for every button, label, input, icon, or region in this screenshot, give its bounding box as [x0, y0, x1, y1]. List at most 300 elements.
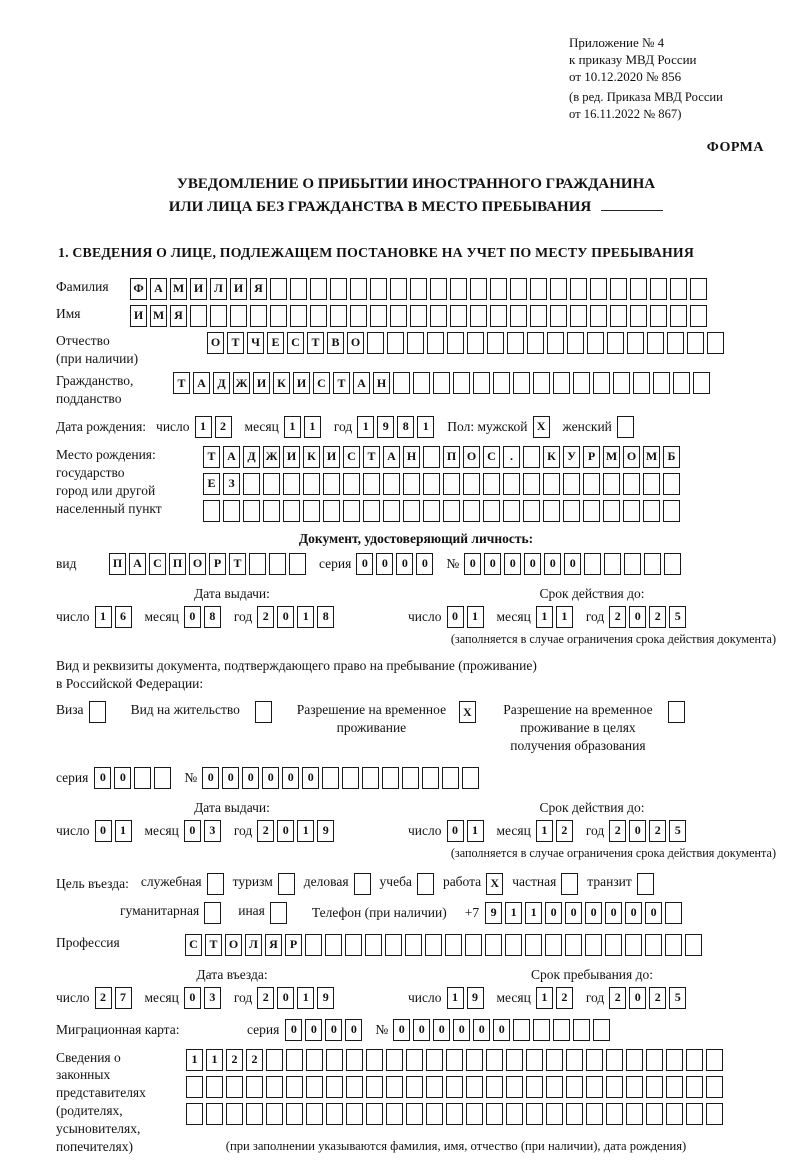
- char-cell[interactable]: 1: [284, 416, 301, 438]
- char-cell[interactable]: 8: [397, 416, 414, 438]
- char-cell[interactable]: [493, 372, 510, 394]
- char-cell[interactable]: [326, 1103, 343, 1125]
- char-cell[interactable]: [530, 278, 547, 300]
- char-cell[interactable]: [206, 1103, 223, 1125]
- char-cell[interactable]: [443, 500, 460, 522]
- char-cell[interactable]: [303, 500, 320, 522]
- char-cell[interactable]: [363, 500, 380, 522]
- char-cell[interactable]: [590, 305, 607, 327]
- char-cell[interactable]: 0: [305, 1019, 322, 1041]
- char-cell[interactable]: О: [189, 553, 206, 575]
- char-cell[interactable]: 0: [524, 553, 541, 575]
- char-cell[interactable]: Ж: [233, 372, 250, 394]
- char-cell[interactable]: Т: [227, 332, 244, 354]
- char-cell[interactable]: [623, 500, 640, 522]
- char-cell[interactable]: 0: [396, 553, 413, 575]
- char-cell[interactable]: [566, 1103, 583, 1125]
- char-cell[interactable]: [266, 1049, 283, 1071]
- char-cell[interactable]: А: [383, 446, 400, 468]
- char-cell[interactable]: 2: [649, 606, 666, 628]
- char-cell[interactable]: 0: [545, 902, 562, 924]
- char-cell[interactable]: [513, 1019, 530, 1041]
- char-cell[interactable]: [590, 278, 607, 300]
- char-cell[interactable]: [263, 500, 280, 522]
- char-cell[interactable]: Т: [229, 553, 246, 575]
- char-cell[interactable]: [425, 934, 442, 956]
- char-cell[interactable]: [433, 372, 450, 394]
- char-cell[interactable]: [386, 1103, 403, 1125]
- char-cell[interactable]: 9: [317, 820, 334, 842]
- char-cell[interactable]: [463, 500, 480, 522]
- char-cell[interactable]: [134, 767, 151, 789]
- char-cell[interactable]: [386, 1049, 403, 1071]
- char-cell[interactable]: [687, 332, 704, 354]
- char-cell[interactable]: [486, 1103, 503, 1125]
- char-cell[interactable]: [466, 1076, 483, 1098]
- char-cell[interactable]: [403, 473, 420, 495]
- char-cell[interactable]: [330, 305, 347, 327]
- char-cell[interactable]: [286, 1103, 303, 1125]
- char-cell[interactable]: Т: [307, 332, 324, 354]
- char-cell[interactable]: [366, 1076, 383, 1098]
- char-cell[interactable]: [593, 1019, 610, 1041]
- char-cell[interactable]: [607, 332, 624, 354]
- char-cell[interactable]: [354, 873, 371, 895]
- char-cell[interactable]: 2: [95, 987, 112, 1009]
- char-cell[interactable]: 0: [114, 767, 131, 789]
- char-cell[interactable]: [487, 332, 504, 354]
- char-cell[interactable]: [226, 1103, 243, 1125]
- char-cell[interactable]: 0: [629, 606, 646, 628]
- char-cell[interactable]: Б: [663, 446, 680, 468]
- char-cell[interactable]: 1: [536, 820, 553, 842]
- char-cell[interactable]: [410, 305, 427, 327]
- char-cell[interactable]: 0: [285, 1019, 302, 1041]
- char-cell[interactable]: Я: [265, 934, 282, 956]
- char-cell[interactable]: 1: [525, 902, 542, 924]
- char-cell[interactable]: [407, 332, 424, 354]
- char-cell[interactable]: [645, 934, 662, 956]
- char-cell[interactable]: [427, 332, 444, 354]
- char-cell[interactable]: 1: [195, 416, 212, 438]
- char-cell[interactable]: [426, 1076, 443, 1098]
- char-cell[interactable]: [685, 934, 702, 956]
- blank-underline[interactable]: [601, 210, 663, 211]
- char-cell[interactable]: [526, 1049, 543, 1071]
- char-cell[interactable]: [563, 500, 580, 522]
- char-cell[interactable]: 1: [536, 606, 553, 628]
- char-cell[interactable]: 2: [609, 987, 626, 1009]
- char-cell[interactable]: [553, 1019, 570, 1041]
- char-cell[interactable]: 0: [277, 987, 294, 1009]
- char-cell[interactable]: Т: [205, 934, 222, 956]
- char-cell[interactable]: [403, 500, 420, 522]
- char-cell[interactable]: [486, 1076, 503, 1098]
- char-cell[interactable]: 9: [485, 902, 502, 924]
- char-cell[interactable]: [626, 1076, 643, 1098]
- char-cell[interactable]: [350, 305, 367, 327]
- char-cell[interactable]: 1: [357, 416, 374, 438]
- char-cell[interactable]: [383, 473, 400, 495]
- char-cell[interactable]: 5: [669, 987, 686, 1009]
- char-cell[interactable]: [366, 1103, 383, 1125]
- char-cell[interactable]: Т: [173, 372, 190, 394]
- char-cell[interactable]: [526, 1076, 543, 1098]
- char-cell[interactable]: [650, 278, 667, 300]
- char-cell[interactable]: З: [223, 473, 240, 495]
- char-cell[interactable]: 9: [467, 987, 484, 1009]
- char-cell[interactable]: [670, 305, 687, 327]
- char-cell[interactable]: 1: [467, 606, 484, 628]
- char-cell[interactable]: 1: [115, 820, 132, 842]
- char-cell[interactable]: 2: [215, 416, 232, 438]
- char-cell[interactable]: 0: [416, 553, 433, 575]
- char-cell[interactable]: У: [563, 446, 580, 468]
- char-cell[interactable]: [342, 767, 359, 789]
- char-cell[interactable]: [523, 473, 540, 495]
- char-cell[interactable]: [570, 305, 587, 327]
- char-cell[interactable]: [565, 934, 582, 956]
- char-cell[interactable]: [506, 1103, 523, 1125]
- char-cell[interactable]: [370, 278, 387, 300]
- char-cell[interactable]: [663, 473, 680, 495]
- char-cell[interactable]: 1: [304, 416, 321, 438]
- char-cell[interactable]: [186, 1076, 203, 1098]
- char-cell[interactable]: [686, 1049, 703, 1071]
- char-cell[interactable]: [326, 1049, 343, 1071]
- char-cell[interactable]: [665, 902, 682, 924]
- char-cell[interactable]: [385, 934, 402, 956]
- char-cell[interactable]: 0: [484, 553, 501, 575]
- char-cell[interactable]: [246, 1103, 263, 1125]
- char-cell[interactable]: И: [283, 446, 300, 468]
- char-cell[interactable]: Е: [267, 332, 284, 354]
- char-cell[interactable]: Л: [245, 934, 262, 956]
- char-cell[interactable]: [510, 305, 527, 327]
- char-cell[interactable]: [570, 278, 587, 300]
- char-cell[interactable]: М: [170, 278, 187, 300]
- char-cell[interactable]: [653, 372, 670, 394]
- char-cell[interactable]: [686, 1103, 703, 1125]
- char-cell[interactable]: [533, 372, 550, 394]
- char-cell[interactable]: С: [343, 446, 360, 468]
- char-cell[interactable]: И: [130, 305, 147, 327]
- char-cell[interactable]: [406, 1076, 423, 1098]
- char-cell[interactable]: 1: [95, 606, 112, 628]
- char-cell[interactable]: 0: [565, 902, 582, 924]
- char-cell[interactable]: [610, 305, 627, 327]
- char-cell[interactable]: [390, 305, 407, 327]
- char-cell[interactable]: 0: [413, 1019, 430, 1041]
- char-cell[interactable]: Р: [209, 553, 226, 575]
- char-cell[interactable]: 0: [282, 767, 299, 789]
- char-cell[interactable]: [270, 305, 287, 327]
- char-cell[interactable]: [365, 934, 382, 956]
- char-cell[interactable]: [322, 767, 339, 789]
- char-cell[interactable]: [630, 305, 647, 327]
- char-cell[interactable]: [470, 305, 487, 327]
- char-cell[interactable]: 2: [226, 1049, 243, 1071]
- char-cell[interactable]: .: [503, 446, 520, 468]
- char-cell[interactable]: И: [323, 446, 340, 468]
- char-cell[interactable]: [664, 553, 681, 575]
- char-cell[interactable]: [545, 934, 562, 956]
- char-cell[interactable]: [447, 332, 464, 354]
- char-cell[interactable]: 1: [186, 1049, 203, 1071]
- char-cell[interactable]: 0: [184, 820, 201, 842]
- char-cell[interactable]: 0: [393, 1019, 410, 1041]
- char-cell[interactable]: [466, 1103, 483, 1125]
- char-cell[interactable]: [606, 1076, 623, 1098]
- char-cell[interactable]: 1: [297, 606, 314, 628]
- char-cell[interactable]: [706, 1076, 723, 1098]
- char-cell[interactable]: Е: [203, 473, 220, 495]
- char-cell[interactable]: [667, 332, 684, 354]
- char-cell[interactable]: [430, 305, 447, 327]
- char-cell[interactable]: Р: [583, 446, 600, 468]
- char-cell[interactable]: В: [327, 332, 344, 354]
- char-cell[interactable]: [465, 934, 482, 956]
- char-cell[interactable]: [422, 767, 439, 789]
- char-cell[interactable]: [423, 473, 440, 495]
- char-cell[interactable]: [387, 332, 404, 354]
- char-cell[interactable]: Д: [243, 446, 260, 468]
- char-cell[interactable]: 2: [257, 820, 274, 842]
- char-cell[interactable]: [466, 1049, 483, 1071]
- char-cell[interactable]: [543, 473, 560, 495]
- char-cell[interactable]: [561, 873, 578, 895]
- char-cell[interactable]: [566, 1076, 583, 1098]
- char-cell[interactable]: Р: [285, 934, 302, 956]
- char-cell[interactable]: [443, 473, 460, 495]
- char-cell[interactable]: [637, 873, 654, 895]
- char-cell[interactable]: [203, 500, 220, 522]
- char-cell[interactable]: [366, 1049, 383, 1071]
- char-cell[interactable]: [490, 305, 507, 327]
- char-cell[interactable]: [547, 332, 564, 354]
- char-cell[interactable]: 2: [246, 1049, 263, 1071]
- char-cell[interactable]: [563, 473, 580, 495]
- char-cell[interactable]: Ж: [263, 446, 280, 468]
- char-cell[interactable]: [583, 473, 600, 495]
- char-cell[interactable]: 0: [222, 767, 239, 789]
- char-cell[interactable]: О: [347, 332, 364, 354]
- char-cell[interactable]: [367, 332, 384, 354]
- char-cell[interactable]: [647, 332, 664, 354]
- char-cell[interactable]: [343, 500, 360, 522]
- char-cell[interactable]: 1: [206, 1049, 223, 1071]
- char-cell[interactable]: [586, 1049, 603, 1071]
- char-cell[interactable]: 0: [184, 987, 201, 1009]
- char-cell[interactable]: 0: [356, 553, 373, 575]
- char-cell[interactable]: Н: [373, 372, 390, 394]
- char-cell[interactable]: [706, 1103, 723, 1125]
- char-cell[interactable]: [546, 1076, 563, 1098]
- char-cell[interactable]: А: [223, 446, 240, 468]
- char-cell[interactable]: С: [483, 446, 500, 468]
- char-cell[interactable]: [633, 372, 650, 394]
- char-cell[interactable]: О: [225, 934, 242, 956]
- char-cell[interactable]: [230, 305, 247, 327]
- char-cell[interactable]: Т: [363, 446, 380, 468]
- char-cell[interactable]: [606, 1049, 623, 1071]
- char-cell[interactable]: [470, 278, 487, 300]
- char-cell[interactable]: 0: [625, 902, 642, 924]
- char-cell[interactable]: [507, 332, 524, 354]
- char-cell[interactable]: [525, 934, 542, 956]
- char-cell[interactable]: 0: [564, 553, 581, 575]
- char-cell[interactable]: [585, 934, 602, 956]
- char-cell[interactable]: 2: [649, 987, 666, 1009]
- char-cell[interactable]: 8: [317, 606, 334, 628]
- char-cell[interactable]: [467, 332, 484, 354]
- char-cell[interactable]: Д: [213, 372, 230, 394]
- char-cell[interactable]: 0: [605, 902, 622, 924]
- char-cell[interactable]: Т: [333, 372, 350, 394]
- char-cell[interactable]: [204, 902, 221, 924]
- char-cell[interactable]: [483, 473, 500, 495]
- char-cell[interactable]: [550, 278, 567, 300]
- char-cell[interactable]: [383, 500, 400, 522]
- char-cell[interactable]: [154, 767, 171, 789]
- char-cell[interactable]: [266, 1103, 283, 1125]
- char-cell[interactable]: [665, 934, 682, 956]
- char-cell[interactable]: [526, 1103, 543, 1125]
- char-cell[interactable]: А: [150, 278, 167, 300]
- char-cell[interactable]: [583, 500, 600, 522]
- char-cell[interactable]: X: [459, 701, 476, 723]
- char-cell[interactable]: [89, 701, 106, 723]
- char-cell[interactable]: [626, 1103, 643, 1125]
- char-cell[interactable]: [573, 1019, 590, 1041]
- char-cell[interactable]: [405, 934, 422, 956]
- char-cell[interactable]: 8: [204, 606, 221, 628]
- char-cell[interactable]: [226, 1076, 243, 1098]
- char-cell[interactable]: [426, 1049, 443, 1071]
- char-cell[interactable]: [603, 500, 620, 522]
- char-cell[interactable]: [690, 305, 707, 327]
- char-cell[interactable]: [278, 873, 295, 895]
- char-cell[interactable]: [663, 500, 680, 522]
- char-cell[interactable]: [345, 934, 362, 956]
- char-cell[interactable]: 0: [504, 553, 521, 575]
- char-cell[interactable]: [673, 372, 690, 394]
- char-cell[interactable]: 2: [649, 820, 666, 842]
- char-cell[interactable]: [250, 305, 267, 327]
- char-cell[interactable]: К: [273, 372, 290, 394]
- char-cell[interactable]: [666, 1103, 683, 1125]
- char-cell[interactable]: 0: [585, 902, 602, 924]
- char-cell[interactable]: [644, 553, 661, 575]
- char-cell[interactable]: [306, 1076, 323, 1098]
- char-cell[interactable]: [266, 1076, 283, 1098]
- char-cell[interactable]: [330, 278, 347, 300]
- char-cell[interactable]: [593, 372, 610, 394]
- char-cell[interactable]: [190, 305, 207, 327]
- char-cell[interactable]: [243, 473, 260, 495]
- char-cell[interactable]: [382, 767, 399, 789]
- char-cell[interactable]: [604, 553, 621, 575]
- char-cell[interactable]: [350, 278, 367, 300]
- char-cell[interactable]: [486, 1049, 503, 1071]
- char-cell[interactable]: М: [603, 446, 620, 468]
- char-cell[interactable]: X: [533, 416, 550, 438]
- char-cell[interactable]: [343, 473, 360, 495]
- char-cell[interactable]: [546, 1049, 563, 1071]
- char-cell[interactable]: А: [193, 372, 210, 394]
- char-cell[interactable]: [646, 1103, 663, 1125]
- char-cell[interactable]: [603, 473, 620, 495]
- char-cell[interactable]: 1: [536, 987, 553, 1009]
- char-cell[interactable]: 2: [556, 987, 573, 1009]
- char-cell[interactable]: 1: [467, 820, 484, 842]
- char-cell[interactable]: [643, 473, 660, 495]
- char-cell[interactable]: [289, 553, 306, 575]
- char-cell[interactable]: [543, 500, 560, 522]
- char-cell[interactable]: 0: [447, 820, 464, 842]
- char-cell[interactable]: [513, 372, 530, 394]
- char-cell[interactable]: [249, 553, 266, 575]
- char-cell[interactable]: 1: [556, 606, 573, 628]
- char-cell[interactable]: [626, 1049, 643, 1071]
- char-cell[interactable]: [243, 500, 260, 522]
- char-cell[interactable]: 0: [184, 606, 201, 628]
- char-cell[interactable]: [207, 873, 224, 895]
- char-cell[interactable]: [605, 934, 622, 956]
- char-cell[interactable]: [473, 372, 490, 394]
- char-cell[interactable]: [325, 934, 342, 956]
- char-cell[interactable]: [446, 1076, 463, 1098]
- char-cell[interactable]: [186, 1103, 203, 1125]
- char-cell[interactable]: П: [169, 553, 186, 575]
- char-cell[interactable]: [523, 500, 540, 522]
- char-cell[interactable]: 0: [376, 553, 393, 575]
- char-cell[interactable]: [210, 305, 227, 327]
- char-cell[interactable]: 0: [242, 767, 259, 789]
- char-cell[interactable]: И: [253, 372, 270, 394]
- char-cell[interactable]: [503, 500, 520, 522]
- char-cell[interactable]: 0: [645, 902, 662, 924]
- char-cell[interactable]: 0: [95, 820, 112, 842]
- char-cell[interactable]: [666, 1049, 683, 1071]
- char-cell[interactable]: [450, 278, 467, 300]
- char-cell[interactable]: [406, 1103, 423, 1125]
- char-cell[interactable]: 5: [669, 820, 686, 842]
- char-cell[interactable]: [310, 305, 327, 327]
- char-cell[interactable]: 0: [473, 1019, 490, 1041]
- char-cell[interactable]: 0: [325, 1019, 342, 1041]
- char-cell[interactable]: 2: [556, 820, 573, 842]
- char-cell[interactable]: [523, 446, 540, 468]
- char-cell[interactable]: [567, 332, 584, 354]
- char-cell[interactable]: 3: [204, 820, 221, 842]
- char-cell[interactable]: Л: [210, 278, 227, 300]
- char-cell[interactable]: [346, 1076, 363, 1098]
- char-cell[interactable]: [326, 1076, 343, 1098]
- char-cell[interactable]: С: [313, 372, 330, 394]
- char-cell[interactable]: 2: [609, 606, 626, 628]
- char-cell[interactable]: [566, 1049, 583, 1071]
- char-cell[interactable]: [417, 873, 434, 895]
- char-cell[interactable]: [426, 1103, 443, 1125]
- char-cell[interactable]: 0: [629, 820, 646, 842]
- char-cell[interactable]: 3: [204, 987, 221, 1009]
- char-cell[interactable]: [402, 767, 419, 789]
- char-cell[interactable]: [283, 473, 300, 495]
- char-cell[interactable]: [650, 305, 667, 327]
- char-cell[interactable]: [490, 278, 507, 300]
- char-cell[interactable]: [483, 500, 500, 522]
